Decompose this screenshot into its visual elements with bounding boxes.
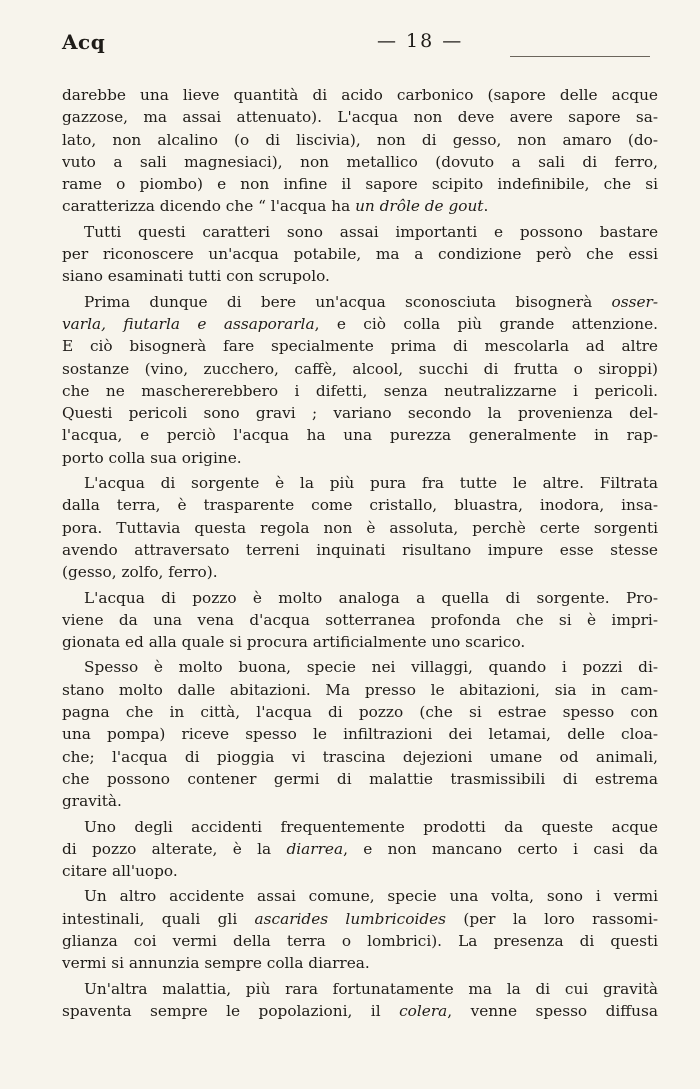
paragraph	[62, 472, 658, 583]
paragraph	[62, 885, 658, 974]
text-line: (gesso, zolfo, ferro).	[62, 563, 218, 582]
text-line: Uno degli accidenti frequentemente prodotti da queste acque	[84, 817, 658, 836]
text-line: che ne maschererebbero i difetti, senza neutralizzarne i pericoli.	[62, 381, 658, 400]
text-line: avendo attraversato terreni inquinati risultano impure esse stesse	[62, 540, 658, 559]
text-line: gazzose, ma assai attenuato). L'acqua non deve avere sapore sa-	[62, 108, 658, 127]
italic-phrase: varla, fiutarla e assaporarla	[62, 314, 315, 333]
text-line: una pompa) riceve spesso le infiltrazioni dei letamai, delle cloa-	[62, 725, 658, 744]
text-line: intestinali, quali gli ascarides lumbricoides (per la loro rassomi-	[62, 909, 658, 928]
text-line: viene da una vena d'acqua sotterranea profonda che si è impri-	[62, 610, 658, 629]
italic-phrase: ascarides lumbricoides	[254, 909, 447, 928]
paragraph	[62, 656, 658, 812]
text-line: darebbe una lieve quantità di acido carbonico (sapore delle acque	[62, 86, 658, 104]
text-line: spaventa sempre le popolazioni, il colera, venne spesso diffusa	[62, 1001, 658, 1020]
text-line: per riconoscere un'acqua potabile, ma a condizione però che essi	[62, 245, 658, 264]
paragraph	[62, 978, 658, 1023]
paragraph	[62, 587, 658, 654]
text-line: porto colla sua origine.	[62, 448, 242, 467]
paragraph	[62, 84, 658, 218]
header-rule	[510, 56, 650, 57]
text-line: Questi pericoli sono gravi ; variano secondo la provenienza del-	[62, 404, 658, 423]
italic-phrase: osser-	[611, 292, 658, 311]
text-line: caratterizza dicendo che “ l'acqua ha un drôle de gout.	[62, 197, 489, 216]
body-text	[62, 84, 658, 1025]
text-line: che possono contener germi di malattie trasmissibili di estrema	[62, 769, 658, 788]
text-line: E ciò bisognerà fare specialmente prima di mescolarla ad altre	[62, 337, 658, 356]
text-line: che; l'acqua di pioggia vi trascina dejezioni umane od animali,	[62, 747, 658, 766]
paragraph	[62, 291, 658, 469]
text-line: vermi si annunzia sempre colla diarrea.	[62, 954, 370, 973]
text-line: gravità.	[62, 792, 122, 811]
text-line: varla, fiutarla e assaporarla, e ciò colla più grande attenzione.	[62, 314, 658, 333]
text-line: siano esaminati tutti con scrupolo.	[62, 267, 330, 286]
text-line: stano molto dalle abitazioni. Ma presso le abitazioni, sia in cam-	[62, 680, 658, 699]
paragraph	[62, 816, 658, 883]
text-line: di pozzo alterate, è la diarrea, e non mancano certo i casi da	[62, 839, 658, 858]
text-line: Prima dunque di bere un'acqua sconosciuta bisognerà osser-	[84, 292, 658, 311]
text-line: gionata ed alla quale si procura artificialmente uno scarico.	[62, 633, 526, 652]
text-line: Spesso è molto buona, specie nei villaggi, quando i pozzi di-	[84, 658, 658, 677]
running-header	[62, 30, 650, 60]
text-line: vuto a sali magnesiaci), non metallico (dovuto a sali di ferro,	[62, 152, 658, 171]
text-line: Un'altra malattia, più rara fortunatamente ma la di cui gravità	[84, 979, 658, 998]
text-line: l'acqua, e perciò l'acqua ha una purezza generalmente in rap-	[62, 426, 658, 445]
text-line: pagna che in città, l'acqua di pozzo (che si estrae spesso con	[62, 703, 658, 722]
page-number: — 18 —	[377, 30, 464, 52]
text-line: Tutti questi caratteri sono assai importanti e possono bastare	[84, 222, 658, 241]
italic-phrase: un drôle de gout	[355, 197, 484, 216]
text-line: sostanze (vino, zucchero, caffè, alcool, succhi di frutta o siroppi)	[62, 359, 658, 378]
text-line: dalla terra, è trasparente come cristallo, bluastra, inodora, insa-	[62, 496, 658, 515]
text-line: glianza coi vermi della terra o lombrici). La presenza di questi	[62, 931, 658, 950]
text-line: rame o piombo) e non infine il sapore scipito indefinibile, che si	[62, 175, 658, 194]
paragraph	[62, 221, 658, 288]
text-line: L'acqua di pozzo è molto analoga a quella di sorgente. Pro-	[84, 588, 658, 607]
text-line: lato, non alcalino (o di liscivia), non di gesso, non amaro (do-	[62, 130, 658, 149]
text-line: citare all'uopo.	[62, 862, 178, 881]
text-line: pora. Tuttavia questa regola non è assoluta, perchè certe sorgenti	[62, 518, 658, 537]
running-head-word: Acq	[62, 30, 106, 54]
text-line: L'acqua di sorgente è la più pura fra tutte le altre. Filtrata	[84, 474, 658, 493]
italic-phrase: diarrea	[286, 839, 344, 858]
italic-phrase: colera	[399, 1001, 448, 1020]
text-line: Un altro accidente assai comune, specie una volta, sono i vermi	[84, 887, 658, 906]
